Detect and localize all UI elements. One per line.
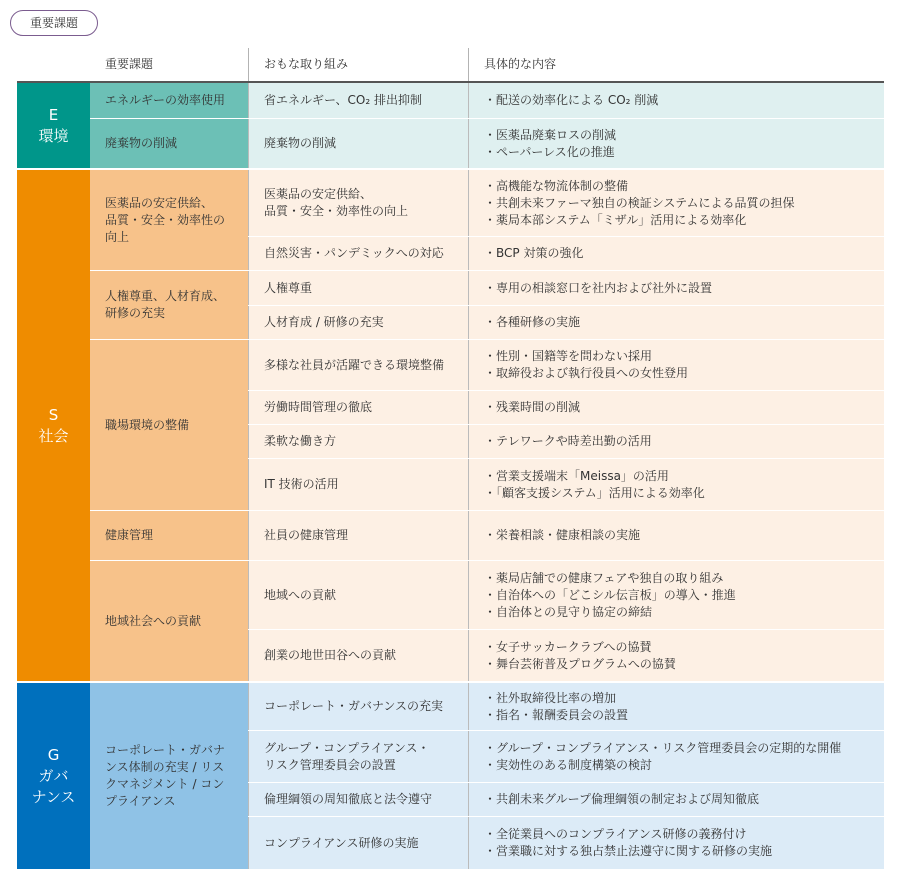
- action-cell: [248, 459, 468, 510]
- issue-cell: [90, 340, 248, 510]
- details-text: ・共創未来グループ倫理綱領の制定および周知徹底: [484, 792, 760, 806]
- action-cell: [248, 170, 468, 236]
- action-label: 多様な社員が活躍できる環境整備: [264, 357, 445, 372]
- category-e-letter: E: [48, 105, 59, 124]
- action-label: 自然災害・パンデミックへの対応: [264, 246, 444, 260]
- header-action-label: おもな取り組み: [264, 57, 349, 71]
- category-e: [17, 83, 90, 168]
- details-text: ・薬局店舗での健康フェアや独自の取り組み ・自治体への「どこシル伝言板」の導入・推進 ・自治体との見守り協定の締結: [484, 570, 736, 619]
- details-cell: [468, 731, 884, 782]
- category-g: [17, 683, 90, 869]
- category-s-name: 社会: [38, 426, 69, 445]
- issue-cell: [90, 271, 248, 339]
- action-label: 地域への貢献: [264, 587, 337, 602]
- issue-label: 廃棄物の削減: [105, 136, 178, 150]
- details-cell: [468, 170, 884, 236]
- action-label: 創業の地世田谷への貢献: [264, 648, 397, 662]
- section-tag: [10, 10, 98, 36]
- details-text: ・グループ・コンプライアンス・リスク管理委員会の定期的な開催 ・実効性のある制度構築の検討: [484, 740, 842, 772]
- details-text: ・各種研修の実施: [484, 315, 581, 329]
- category-e-name: 環境: [38, 126, 69, 145]
- action-cell: [248, 817, 468, 869]
- issue-label: 健康管理: [105, 528, 154, 542]
- details-cell: [468, 83, 884, 118]
- details-cell: [468, 511, 884, 560]
- header-details-label: 具体的な内容: [484, 57, 557, 71]
- details-text: ・専用の相談窓口を社内および社外に設置: [484, 280, 713, 295]
- header-issue: [90, 48, 248, 81]
- action-cell: [248, 237, 468, 270]
- details-cell: [468, 306, 884, 339]
- details-cell: [468, 391, 884, 424]
- details-cell: [468, 561, 884, 629]
- action-label: 社員の健康管理: [264, 528, 349, 542]
- action-label: 倫理綱領の周知徹底と法令遵守: [264, 792, 433, 806]
- details-text: ・残業時間の削減: [484, 400, 581, 414]
- action-label: 省エネルギー、CO₂ 排出抑制: [264, 93, 422, 107]
- issue-cell: [90, 170, 248, 270]
- action-cell: [248, 425, 468, 458]
- details-text: ・高機能な物流体制の整備 ・共創未来ファーマ独自の検証システムによる品質の担保 ・薬局本部システム「ミザル」活用による効率化: [484, 178, 795, 227]
- issue-cell: [90, 511, 248, 560]
- action-cell: [248, 683, 468, 730]
- issue-label: 職場環境の整備: [105, 417, 190, 432]
- action-cell: [248, 630, 468, 681]
- issue-cell: [90, 683, 248, 869]
- details-text: ・女子サッカークラブへの協賛 ・舞台芸術普及プログラムへの協賛: [484, 639, 676, 671]
- action-cell: [248, 731, 468, 782]
- action-cell: [248, 391, 468, 424]
- action-label: 人材育成 / 研修の充実: [264, 315, 384, 329]
- action-cell: [248, 271, 468, 305]
- category-s: [17, 170, 90, 681]
- action-cell: [248, 119, 468, 168]
- details-text: ・全従業員へのコンプライアンス研修の義務付け ・営業職に対する独占禁止法遵守に関する研修の実施: [484, 827, 773, 858]
- section-tag-label: 重要課題: [29, 15, 78, 30]
- action-cell: [248, 340, 468, 390]
- header-action: [248, 48, 468, 81]
- action-label: グループ・コンプライアンス・ リスク管理委員会の設置: [264, 740, 430, 772]
- details-text: ・BCP 対策の強化: [484, 246, 584, 260]
- action-cell: [248, 561, 468, 629]
- action-cell: [248, 511, 468, 560]
- details-text: ・社外取締役比率の増加 ・指名・報酬委員会の設置: [484, 690, 629, 722]
- action-label: コーポレート・ガバナンスの充実: [264, 699, 444, 713]
- action-label: 廃棄物の削減: [264, 136, 337, 150]
- category-s-letter: S: [48, 405, 59, 424]
- details-cell: [468, 630, 884, 681]
- category-g-name: ガバ ナンス: [31, 766, 76, 806]
- details-cell: [468, 119, 884, 168]
- details-cell: [468, 340, 884, 390]
- action-label: 柔軟な働き方: [264, 434, 337, 448]
- action-label: コンプライアンス研修の実施: [264, 835, 419, 850]
- details-text: ・性別・国籍等を問わない採用 ・取締役および執行役員への女性登用: [484, 349, 689, 380]
- action-label: IT 技術の活用: [264, 477, 339, 491]
- details-text: ・営業支援端末「Meissa」の活用 ・「顧客支援システム」活用による効率化: [484, 468, 705, 500]
- details-text: ・医薬品廃棄ロスの削減 ・ペーパーレス化の推進: [484, 127, 617, 159]
- issue-label: コーポレート・ガバナ ンス体制の充実 / リス クマネジメント / コン プライアンス: [105, 743, 226, 808]
- category-g-letter: G: [47, 745, 60, 764]
- details-text: ・栄養相談・健康相談の実施: [484, 528, 641, 542]
- details-cell: [468, 237, 884, 270]
- details-text: ・配送の効率化による CO₂ 削減: [484, 93, 659, 107]
- header-details: [468, 48, 884, 81]
- issue-label: エネルギーの効率使用: [105, 93, 226, 107]
- action-cell: [248, 306, 468, 339]
- issue-label: 人権尊重、人材育成、 研修の充実: [105, 289, 226, 320]
- details-cell: [468, 817, 884, 869]
- action-cell: [248, 83, 468, 118]
- issue-cell: [90, 83, 248, 118]
- header-issue-label: 重要課題: [105, 57, 154, 71]
- action-label: 人権尊重: [264, 280, 313, 295]
- details-cell: [468, 683, 884, 730]
- issue-label: 地域社会への貢献: [105, 613, 202, 628]
- details-cell: [468, 271, 884, 305]
- details-cell: [468, 425, 884, 458]
- action-label: 医薬品の安定供給、 品質・安全・効率性の向上: [264, 187, 409, 218]
- issue-label: 医薬品の安定供給、 品質・安全・効率性の 向上: [105, 195, 226, 244]
- details-cell: [468, 783, 884, 816]
- action-label: 労働時間管理の徹底: [264, 400, 373, 414]
- details-cell: [468, 459, 884, 510]
- issue-cell: [90, 561, 248, 681]
- issue-cell: [90, 119, 248, 168]
- details-text: ・テレワークや時差出勤の活用: [484, 434, 652, 448]
- action-cell: [248, 783, 468, 816]
